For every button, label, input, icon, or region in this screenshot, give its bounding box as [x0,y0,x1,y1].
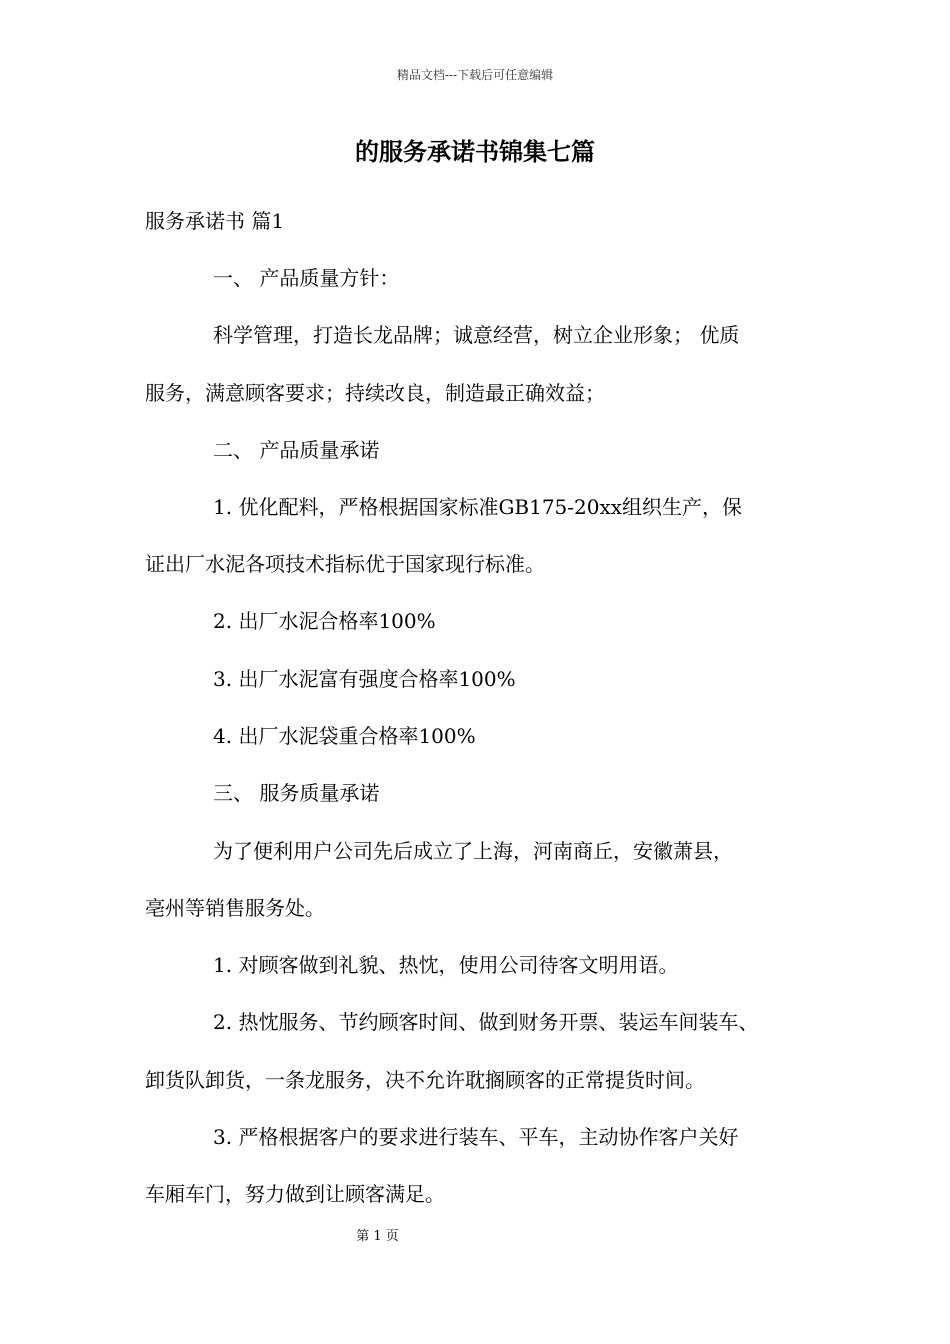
paragraph-line: 证出厂水泥各项技术指标优于国家现行标准。 [145,552,545,576]
list-item: 2. 出厂水泥合格率100% [213,609,436,633]
paragraph-line: 科学管理，打造长龙品牌；诚意经营，树立企业形象； 优质 [213,323,740,347]
section-heading: 服务承诺书 篇1 [145,209,285,233]
list-item: 3. 出厂水泥富有强度合格率100% [213,667,516,691]
subsection-heading: 二、 产品质量承诺 [213,438,380,462]
list-item: 1. 对顾客做到礼貌、热忱，使用公司待客文明用语。 [213,953,679,977]
header-note: 精品文档---下载后可任意编辑 [396,68,554,82]
paragraph-line: 为了便利用户公司先后成立了上海，河南商丘，安徽萧县， [213,839,733,863]
paragraph-line: 卸货队卸货，一条龙服务，决不允许耽搁顾客的正常提货时间。 [145,1068,705,1092]
list-item: 3. 严格根据客户的要求进行装车、平车，主动协作客户关好 [213,1125,739,1149]
subsection-heading: 三、 服务质量承诺 [213,781,380,805]
page-number: 第 1 页 [356,1229,399,1244]
paragraph-line: 1. 优化配料，严格根据国家标准GB175-20xx组织生产，保 [213,495,743,519]
paragraph-line: 亳州等销售服务处。 [145,896,325,920]
paragraph-line: 车厢车门，努力做到让顾客满足。 [145,1182,445,1206]
paragraph-line: 服务，满意顾客要求；持续改良，制造最正确效益； [145,381,605,405]
subsection-heading: 一、 产品质量方针： [213,266,400,290]
list-item: 2. 热忱服务、节约顾客时间、做到财务开票、装运车间装车、 [213,1010,759,1034]
document-title: 的服务承诺书锦集七篇 [355,137,595,166]
list-item: 4. 出厂水泥袋重合格率100% [213,724,476,748]
